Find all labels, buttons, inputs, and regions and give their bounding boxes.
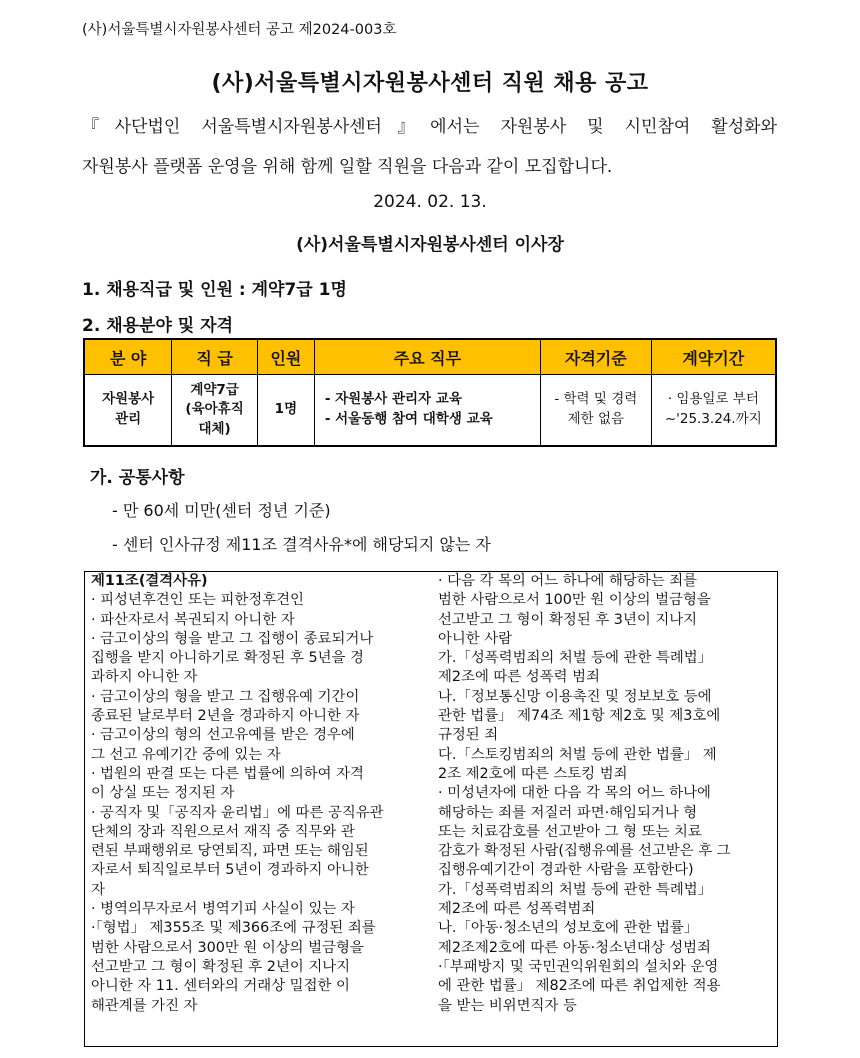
disqualification-line: ·「부패방지 및 국민권익위원회의 설치와 운영 [438,958,719,975]
common-requirements-heading: 가. 공통사항 [90,468,185,488]
disqualification-line: · 금고이상의 형의 선고유예를 받은 경우에 [91,727,355,744]
disqualification-line: · 파산자로서 복권되지 아니한 자 [91,611,295,628]
disqualification-line: 과하지 아니한 자 [91,669,198,686]
disqualification-line: 그 선고 유예기간 중에 있는 자 [91,746,281,763]
qualification-line: 제한 없음 [567,411,625,427]
disqualification-line: 2조 제2호에 따른 스토킹 범죄 [438,765,628,782]
disqualification-line: · 법원의 판결 또는 다른 법률에 의하여 자격 [91,765,364,782]
disqualification-line: 가.「성폭력범죄의 처벌 등에 관한 특례법」 [438,650,713,667]
disqualification-line: 나.「정보통신망 이용촉진 및 정보보호 등에 [438,688,712,705]
disqualification-left-column [91,572,424,1016]
disqualification-line: 제2조에 따른 성폭력 범죄 [438,669,600,686]
disqualification-line: 종료된 날로부터 2년을 경과하지 아니한 자 [91,708,360,725]
period-line: ~'25.3.24.까지 [664,411,762,427]
disqualification-line: 관한 법률」 제74조 제1항 제2호 및 제3호에 [438,708,721,725]
period-line: · 임용일로 부터 [667,391,759,408]
cell-qualification [541,375,652,447]
disqualification-line: 규정된 죄 [438,727,499,744]
header-qualification: 자격기준 [541,339,652,375]
disqualification-line: 범한 사람으로서 300만 원 이상의 벌금형을 [91,939,364,956]
disqualification-line: 자로서 퇴직일로부터 5년이 경과하지 아니한 [91,862,369,879]
requirement-item: - 센터 인사규정 제11조 결격사유*에 해당되지 않는 자 [112,535,491,554]
disqualification-line: 나.「아동·청소년의 성보호에 관한 법률」 [438,920,699,937]
grade-line: 계약7급 [190,381,239,398]
disqualification-box [84,571,778,1047]
disqualification-line: 단체의 장과 직원으로서 재직 중 직무와 관 [91,823,355,840]
disqualification-line: · 공직자 및「공직자 윤리법」에 따른 공직유관 [91,804,384,821]
disqualification-line: 아니한 사람 [438,630,513,647]
disqualification-line: 선고받고 그 형이 확정된 후 3년이 지나지 [438,611,698,628]
disqualification-line: · 피성년후견인 또는 피한정후견인 [91,592,304,609]
disqualification-line: · 금고이상의 형을 받고 그 집행이 종료되거나 [91,630,374,647]
disqualification-line: 해관계를 가진 자 [91,997,198,1014]
section-1-heading: 1. 채용직급 및 인원 : 계약7급 1명 [82,280,347,300]
disqualification-line: 제11조(결격사유) [91,573,208,589]
section-2-heading: 2. 채용분야 및 자격 [82,316,233,336]
cell-duties [314,375,540,447]
field-line: 관리 [115,411,142,427]
disqualification-line: 자 [91,881,105,898]
intro-line-2: 자원봉사 플랫폼 운영을 위해 함께 일할 직원을 다음과 같이 모집합니다. [82,157,613,177]
disqualification-line: 감호가 확정된 사람(집행유예를 선고받은 후 그 [438,843,731,860]
intro-line-1: 『사단법인 서울특별시자원봉사센터』에서는 자원봉사 및 시민참여 활성화와 [82,117,777,137]
disqualification-line: · 금고이상의 형을 받고 그 집행유예 기간이 [91,688,360,705]
disqualification-line: 또는 치료감호를 선고받아 그 형 또는 치료 [438,823,702,840]
header-period: 계약기간 [651,339,776,375]
disqualification-line: 제2조에 따른 성폭력범죄 [438,901,596,918]
disqualification-line: 련된 부패행위로 당연퇴직, 파면 또는 해임된 [91,843,369,860]
duty-line: - 서울동행 참여 대학생 교육 [324,411,493,427]
disqualification-line: ·「형법」 제355조 및 제366조에 규정된 죄를 [91,920,376,937]
requirement-item: - 만 60세 미만(센터 정년 기준) [112,501,331,520]
disqualification-line: 가.「성폭력범죄의 처벌 등에 관한 특례법」 [438,881,713,898]
cell-period [651,375,776,447]
disqualification-line: 범한 사람으로서 100만 원 이상의 벌금형을 [438,592,711,609]
disqualification-line: · 병역의무자로서 병역기피 사실이 있는 자 [91,901,355,918]
disqualification-line: 선고받고 그 형이 확정된 후 2년이 지나지 [91,958,351,975]
grade-line: (육아휴직 [185,401,244,418]
header-grade: 직 급 [172,339,258,375]
page-title: (사)서울특별시자원봉사센터 직원 채용 공고 [211,71,649,96]
disqualification-line: 에 관한 법률」 제82조에 따른 취업제한 적용 [438,978,721,995]
field-line: 자원봉사 [102,391,155,408]
disqualification-line: 아니한 자 11. 센터와의 거래상 밀접한 이 [91,978,350,995]
grade-line: 대체) [198,420,231,437]
table-header-row [84,339,776,375]
cell-count: 1명 [257,375,314,447]
disqualification-line: 해당하는 죄를 저질러 파면·해임되거나 형 [438,804,698,821]
header-field: 분 야 [84,339,172,375]
disqualification-line: 집행유예기간이 경과한 사람을 포함한다) [438,862,694,879]
disqualification-right-column [438,572,772,1016]
cell-grade [172,375,258,447]
duty-line: - 자원봉사 관리자 교육 [324,391,462,408]
header-duties: 주요 직무 [314,339,540,375]
header-count: 인원 [257,339,314,375]
disqualification-line: · 다음 각 목의 어느 하나에 해당하는 죄를 [438,573,698,589]
table-row [84,375,776,447]
qualification-line: - 학력 및 경력 [554,391,638,408]
notice-number: (사)서울특별시자원봉사센터 공고 제2024-003호 [82,22,397,38]
disqualification-line: 집행을 받지 아니하기로 확정된 후 5년을 경 [91,650,364,667]
disqualification-line: 이 상실 또는 정지된 자 [91,785,235,802]
disqualification-line: · 미성년자에 대한 다음 각 목의 어느 하나에 [438,785,711,802]
disqualification-line: 을 받는 비위면직자 등 [438,997,577,1014]
announcement-date: 2024. 02. 13. [373,192,487,212]
disqualification-line: 다.「스토킹범죄의 처벌 등에 관한 법률」 제 [438,746,717,763]
cell-field [84,375,172,447]
signer: (사)서울특별시자원봉사센터 이사장 [296,235,564,255]
disqualification-line: 제2조제2호에 따른 아동·청소년대상 성범죄 [438,939,711,956]
jobs-table [83,338,777,447]
